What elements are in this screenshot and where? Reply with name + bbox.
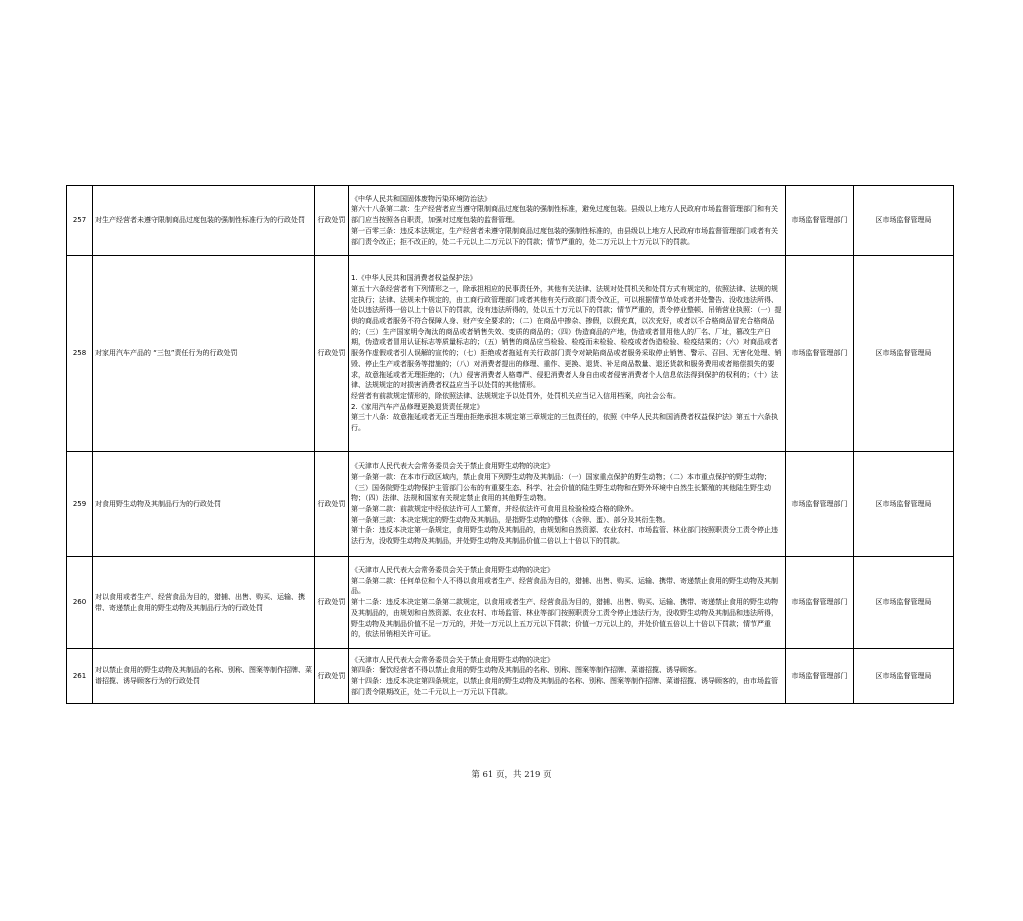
legal-basis: [349, 186, 786, 256]
implementing-agency: 区市场监督管理局: [854, 557, 954, 649]
item-type: 行政处罚: [315, 256, 349, 452]
item-type: 行政处罚: [315, 649, 349, 704]
row-number: 260: [67, 557, 93, 649]
table-row: [67, 452, 954, 557]
implementing-agency: 区市场监督管理局: [854, 256, 954, 452]
basis-paragraph: 第一条第二款：前款规定中经依法许可人工繁育，并经依法许可食用且检验检疫合格的除外。: [351, 505, 638, 513]
basis-paragraph: 《中华人民共和国固体废物污染环境防治法》: [351, 194, 491, 203]
basis-paragraph: 第四条：餐饮经营者不得以禁止食用的野生动物及其制品的名称、别称、图案等制作招牌、菜谱招揽、诱导顾客。: [351, 666, 701, 675]
legal-basis: [349, 649, 786, 704]
item-type: 行政处罚: [315, 186, 349, 256]
basis-paragraph: 《天津市人民代表大会常务委员会关于禁止食用野生动物的决定》: [351, 462, 554, 471]
department: 市场监督管理部门: [786, 557, 854, 649]
table-row: [67, 256, 954, 452]
basis-paragraph: 经营者有前款规定情形的，除依照法律、法规规定予以处罚外，处罚机关应当记入信用档案，向社会公布。: [351, 391, 680, 400]
item-name: 对以食用或者生产、经营食品为目的，猎捕、出售、购买、运输、携带、寄递禁止食用的野生动物及其制品行为的行政处罚: [93, 557, 315, 649]
item-name: 对家用汽车产品的 “三包”责任行为的行政处罚: [93, 256, 315, 452]
basis-paragraph: 《天津市人民代表大会常务委员会关于禁止食用野生动物的决定》: [351, 655, 554, 664]
row-number: 261: [67, 649, 93, 704]
basis-paragraph: 第一条第三款：本决定规定的野生动物及其制品，是指野生动物的整体（含卵、蛋）、部分及其衍生物。: [351, 515, 670, 524]
basis-paragraph: 第十条：违反本决定第一条规定，食用野生动物及其制品的，由规划和自然资源、农业农村、市场监管、林业部门按照职责分工责令停止违法行为，没收野生动物及其制品，并处野生动物及其制品价值二倍以上十倍以下的罚款。: [351, 526, 778, 546]
implementing-agency: 区市场监督管理局: [854, 186, 954, 256]
row-number: 259: [67, 452, 93, 557]
basis-paragraph: 第十二条：违反本决定第二条第二款规定，以食用或者生产、经营食品为目的，猎捕、出售、购买、运输、携带、寄递禁止食用的野生动物及其制品的，由规划和自然资源、农业农村、市场监管、林业等部门按照职责分工责令停止违法行为，没收野生动物及其制品和违法所得，野生动物及其制品价值不足一万元的，并处一万元以上五万元以下罚款；价值一万元以上的，并处价值五倍以上十倍以下罚款；情节严重的，依法吊销相关许可证。: [351, 598, 778, 639]
table-row: [67, 557, 954, 649]
basis-paragraph: 2.《家用汽车产品修理更换退货责任规定》: [351, 402, 484, 411]
legal-basis: [349, 452, 786, 557]
legal-basis: [349, 557, 786, 649]
item-name: 对以禁止食用的野生动物及其制品的名称、别称、图案等制作招牌、菜谱招揽、诱导顾客行为的行政处罚: [93, 649, 315, 704]
basis-paragraph: 第一条第一款：在本市行政区域内，禁止食用下列野生动物及其制品：（一）国家重点保护的野生动物；（二）本市重点保护的野生动物；（三）国务院野生动物保护主管部门公布的有重要生态、科学、社会价值的陆生野生动物和在野外环境中自然生长繁殖的其他陆生野生动物；（四）法律、法规和国家有关规定禁止食用的其他野生动物。: [351, 472, 771, 503]
implementing-agency: 区市场监督管理局: [854, 452, 954, 557]
legal-basis: [349, 256, 786, 452]
item-name: 对生产经营者未遵守限制商品过度包装的强制性标准行为的行政处罚: [93, 186, 315, 256]
basis-paragraph: 《天津市人民代表大会常务委员会关于禁止食用野生动物的决定》: [351, 566, 554, 575]
basis-paragraph: 第十四条：违反本决定第四条规定，以禁止食用的野生动物及其制品的名称、别称、图案等制作招牌、菜谱招揽、诱导顾客的，由市场监管部门责令限期改正，处二千元以上一万元以下罚款。: [351, 677, 778, 696]
basis-paragraph: 第一百零三条：违反本法规定，生产经营者未遵守限制商品过度包装的强制性标准的，由县级以上地方人民政府市场监督管理部门或者有关部门责令改正；拒不改正的，处二千元以上二万元以下的罚款；情节严重的，处二万元以上十万元以下的罚款。: [351, 226, 778, 246]
basis-paragraph: 第二条第二款：任何单位和个人不得以食用或者生产、经营食品为目的，猎捕、出售、购买、运输、携带、寄递禁止食用的野生动物及其制品。: [351, 576, 778, 596]
item-type: 行政处罚: [315, 557, 349, 649]
table-row: [67, 186, 954, 256]
item-type: 行政处罚: [315, 452, 349, 557]
row-number: 257: [67, 186, 93, 256]
department: 市场监督管理部门: [786, 186, 854, 256]
basis-paragraph: 第三十八条：故意拖延或者无正当理由拒绝承担本规定第三章规定的三包责任的，依照《中华人民共和国消费者权益保护法》第五十六条执行。: [351, 413, 778, 433]
item-name: 对食用野生动物及其制品行为的行政处罚: [93, 452, 315, 557]
department: 市场监督管理部门: [786, 452, 854, 557]
basis-paragraph: 1.《中华人民共和国消费者权益保护法》: [351, 274, 477, 283]
row-number: 258: [67, 256, 93, 452]
table-row: [67, 649, 954, 704]
page-number: 第 61 页，共 219 页: [471, 770, 552, 780]
department: 市场监督管理部门: [786, 649, 854, 704]
enforcement-table: [66, 185, 954, 704]
implementing-agency: 区市场监督管理局: [854, 649, 954, 704]
basis-paragraph: 第六十八条第二款：生产经营者应当遵守限制商品过度包装的强制性标准，避免过度包装。县级以上地方人民政府市场监督管理部门和有关部门应当按照各自职责，加强对过度包装的监督管理。: [351, 205, 778, 225]
basis-paragraph: 第五十六条经营者有下列情形之一，除承担相应的民事责任外，其他有关法律、法规对处罚机关和处罚方式有规定的，依照法律、法规的规定执行；法律、法规未作规定的，由工商行政管理部门或者其他有关行政部门责令改正，可以根据情节单处或者并处警告、没收违法所得、处以违法所得一倍以上十倍以下的罚款，没有违法所得的，处以五十万元以下的罚款；情节严重的，责令停业整顿、吊销营业执照：（一）提供的商品或者服务不符合保障人身、财产安全要求的；（二）在商品中掺杂、掺假，以假充真，以次充好，或者以不合格商品冒充合格商品的；（三）生产国家明令淘汰的商品或者销售失效、变质的商品的；（四）伪造商品的产地，伪造或者冒用他人的厂名、厂址，篡改生产日期，伪造或者冒用认证标志等质量标志的；（五）销售的商品应当检验、检疫而未检验、检疫或者伪造检验、检疫结果的；（六）对商品或者服务作虚假或者引人误解的宣传的；（七）拒绝或者拖延有关行政部门责令对缺陷商品或者服务采取停止销售、警示、召回、无害化处理、销毁、停止生产或者服务等措施的；（八）对消费者提出的修理、重作、更换、退货、补足商品数量、退还货款和服务费用或者赔偿损失的要求，故意拖延或者无理拒绝的；（九）侵害消费者人格尊严、侵犯消费者人身自由或者侵害消费者个人信息依法得到保护的权利的；（十）法律、法规规定的对损害消费者权益应当予以处罚的其他情形。: [351, 284, 782, 390]
department: 市场监督管理部门: [786, 256, 854, 452]
